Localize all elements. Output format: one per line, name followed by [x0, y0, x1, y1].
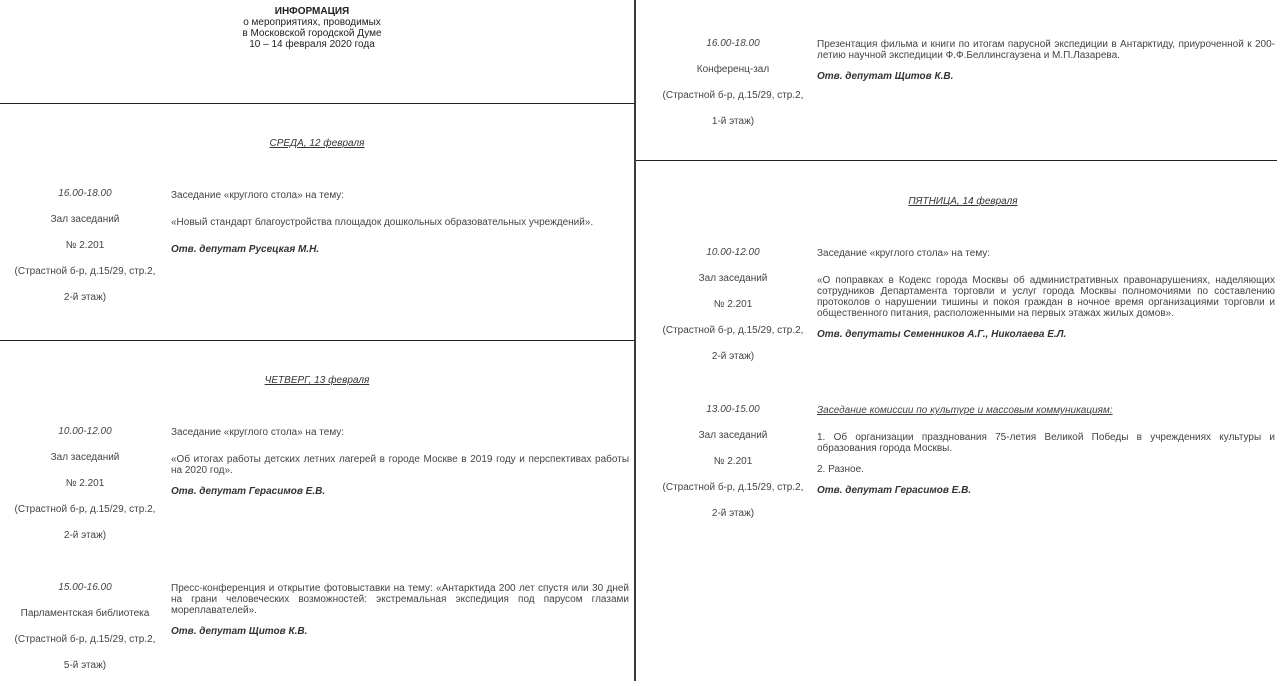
event-time-location: [0, 188, 170, 318]
event-room-number: № 2.201: [713, 299, 753, 310]
event-description: [171, 427, 629, 497]
day-heading-thursday: ЧЕТВЕРГ, 13 февраля: [264, 375, 370, 386]
event-floor: 2-й этаж): [63, 530, 107, 541]
event-topic: «Об итогах работы детских летних лагерей в городе Москве в 2019 году и перспективах работы на 2020 год».: [171, 454, 629, 476]
section-divider: [636, 160, 1277, 161]
event-room: Зал заседаний: [698, 273, 768, 284]
event-text: Заседание «круглого стола» на тему:: [171, 190, 345, 201]
event-description: [817, 248, 1275, 340]
document-page-right: [636, 0, 1280, 681]
event-responsible: Отв. депутат Щитов К.В.: [817, 71, 954, 82]
event-description: [171, 583, 629, 637]
agenda-item: 1. Об организации празднования 75-летия Великой Победы в учреждениях культуры и образования города Москвы.: [817, 432, 1275, 454]
event-time-location: [636, 38, 830, 142]
event-text: Пресс-конференция и открытие фотовыставки на тему: «Антарктида 200 лет спустя или 30 дней на грани человеческих возможностей: экстремальная экспедиция под парусом глазами мореплавателей».: [171, 583, 629, 616]
document-header: [180, 6, 444, 50]
header-title: ИНФОРМАЦИЯ: [274, 6, 350, 17]
event-responsible: Отв. депутат Герасимов Е.В.: [817, 485, 972, 496]
event-responsible: Отв. депутат Щитов К.В.: [171, 626, 308, 637]
event-room-number: № 2.201: [65, 240, 105, 251]
event-time-location: [0, 582, 170, 686]
event-time: 10.00-12.00: [706, 247, 760, 258]
document-page-left: [0, 0, 634, 681]
event-address: (Страстной б-р, д.15/29, стр.2,: [662, 90, 804, 101]
event-time: 10.00-12.00: [58, 426, 112, 437]
event-time: 13.00-15.00: [706, 404, 760, 415]
event-room: Конференц-зал: [696, 64, 770, 75]
event-text: Заседание комиссии по культуре и массовым коммуникациям:: [817, 405, 1113, 416]
event-time-location: [636, 404, 830, 534]
event-topic: «Новый стандарт благоустройства площадок дошкольных образовательных учреждений».: [171, 217, 594, 228]
event-time: 15.00-16.00: [58, 582, 112, 593]
event-floor: 2-й этаж): [711, 351, 755, 362]
event-description: [817, 405, 1275, 496]
section-divider: [0, 340, 634, 341]
event-topic: «О поправках в Кодекс города Москвы об административных правонарушениях, наделяющих сотрудников Департамента торговли и услуг города Москвы полномочиями по составлению протоколов о нарушении тишины и покоя граждан в ночное время организациями торговли и общественного питания, расположенными на первых этажах жилых домов».: [817, 275, 1275, 319]
event-room: Зал заседаний: [50, 452, 120, 463]
header-line: 10 – 14 февраля 2020 года: [249, 39, 375, 50]
event-room-number: № 2.201: [713, 456, 753, 467]
event-time-location: [0, 426, 170, 556]
day-heading-wednesday: СРЕДА, 12 февраля: [269, 138, 365, 149]
header-line: в Московской городской Думе: [242, 28, 382, 39]
event-room: Зал заседаний: [50, 214, 120, 225]
event-floor: 5-й этаж): [63, 660, 107, 671]
event-time-location: [636, 247, 830, 377]
event-text: Заседание «круглого стола» на тему:: [171, 427, 345, 438]
event-address: (Страстной б-р, д.15/29, стр.2,: [14, 504, 156, 515]
header-line: о мероприятиях, проводимых: [243, 17, 381, 28]
event-text: Презентация фильма и книги по итогам парусной экспедиции в Антарктиду, приуроченной к 200-летию научной экспедиции Ф.Ф.Беллинсгаузена и М.П.Лазарева.: [817, 39, 1275, 61]
event-floor: 1-й этаж): [711, 116, 755, 127]
event-address: (Страстной б-р, д.15/29, стр.2,: [662, 325, 804, 336]
event-responsible: Отв. депутат Герасимов Е.В.: [171, 486, 326, 497]
event-address: (Страстной б-р, д.15/29, стр.2,: [14, 634, 156, 645]
event-address: (Страстной б-р, д.15/29, стр.2,: [14, 266, 156, 277]
event-time: 16.00-18.00: [58, 188, 112, 199]
event-time: 16.00-18.00: [706, 38, 760, 49]
event-floor: 2-й этаж): [711, 508, 755, 519]
event-responsible: Отв. депутат Русецкая М.Н.: [171, 244, 320, 255]
event-description: [171, 190, 629, 255]
event-text: Заседание «круглого стола» на тему:: [817, 248, 991, 259]
event-room: Парламентская библиотека: [20, 608, 150, 619]
day-heading-friday: ПЯТНИЦА, 14 февраля: [908, 196, 1018, 207]
agenda-item: 2. Разное.: [817, 464, 864, 475]
event-room: Зал заседаний: [698, 430, 768, 441]
event-address: (Страстной б-р, д.15/29, стр.2,: [662, 482, 804, 493]
event-description: [817, 39, 1275, 82]
event-floor: 2-й этаж): [63, 292, 107, 303]
section-divider: [0, 103, 634, 104]
event-responsible: Отв. депутаты Семенников А.Г., Николаева Е.Л.: [817, 329, 1067, 340]
event-room-number: № 2.201: [65, 478, 105, 489]
